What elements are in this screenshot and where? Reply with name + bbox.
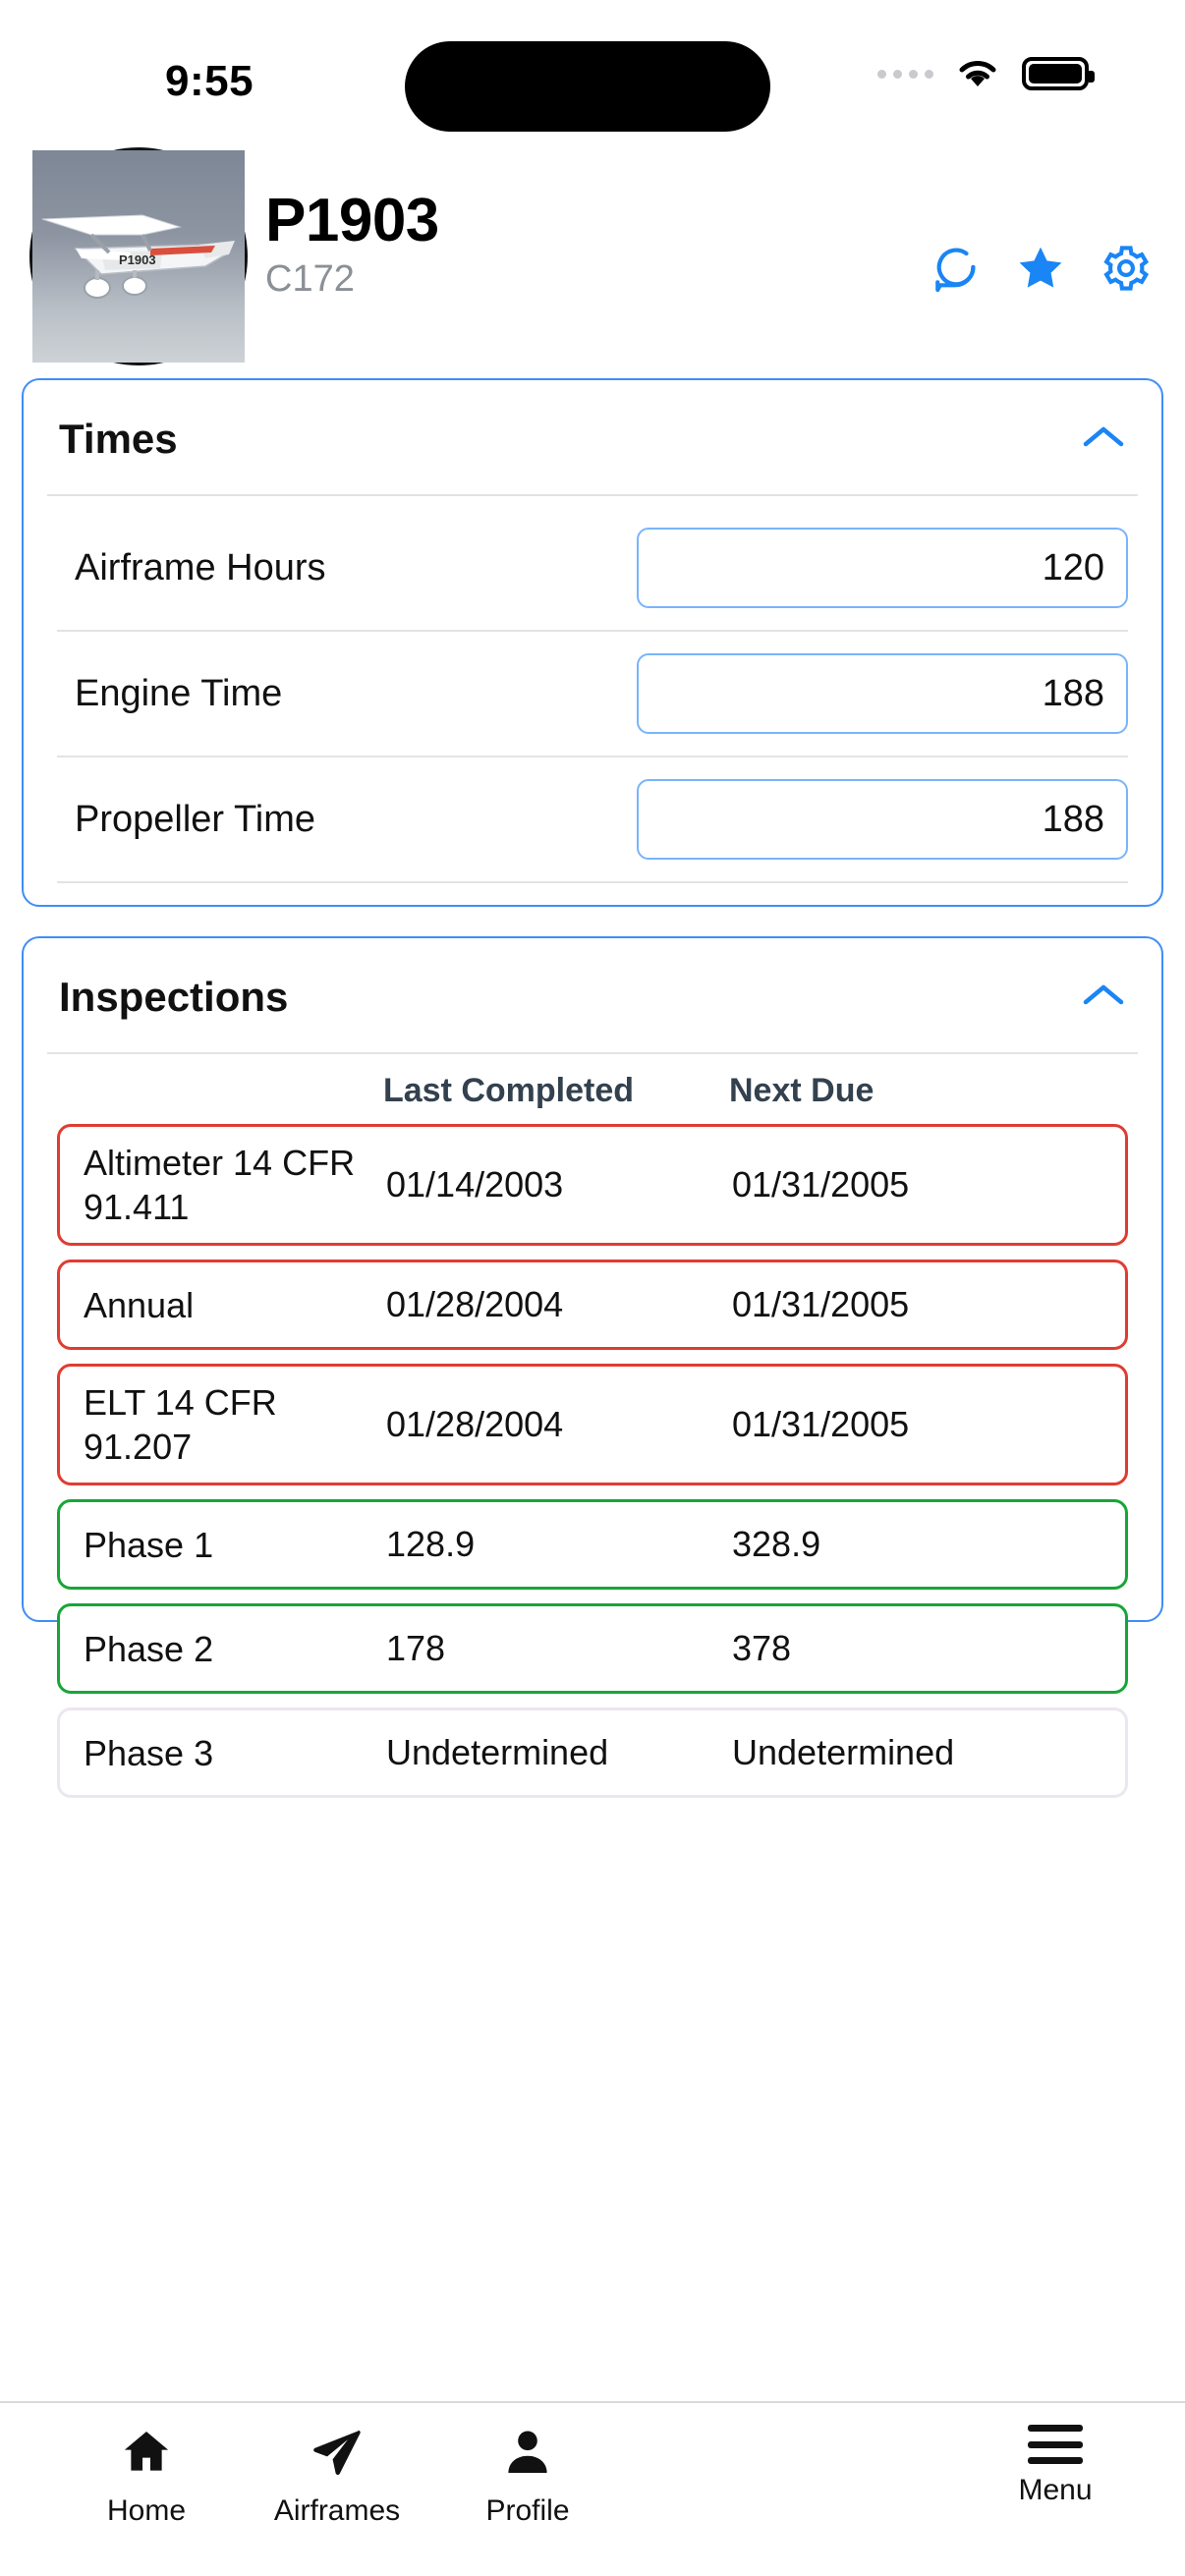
chevron-up-icon[interactable] [1081, 422, 1126, 457]
tab-airframes[interactable] [242, 2425, 432, 2528]
column-header-name [57, 1072, 383, 1110]
inspections-card [22, 936, 1163, 1773]
time-row-label: Propeller Time [75, 798, 315, 840]
status-time: 9:55 [165, 57, 254, 105]
tab-profile-label: Profile [485, 2494, 570, 2527]
wifi-icon [955, 57, 1000, 90]
signal-dots-icon [877, 70, 933, 79]
aircraft-header [0, 147, 1185, 378]
engine-time-input[interactable]: 188 [637, 653, 1128, 734]
tab-home-label: Home [106, 2494, 187, 2527]
tab-menu-label: Menu [1018, 2474, 1093, 2506]
inspection-next-due: 01/31/2005 [732, 1404, 910, 1444]
inspections-card-header[interactable] [24, 938, 1161, 1052]
tab-menu[interactable] [977, 2425, 1134, 2507]
inspection-name: Annual [84, 1284, 195, 1325]
device-notch [405, 41, 770, 132]
inspections-card-title: Inspections [59, 974, 289, 1020]
inspection-next-due: Undetermined [732, 1732, 955, 1772]
inspection-name: Phase 1 [84, 1524, 214, 1565]
aircraft-photo[interactable] [29, 147, 248, 365]
times-rows [24, 496, 1161, 905]
home-icon [116, 2425, 177, 2485]
battery-icon [1022, 57, 1089, 90]
column-header-last-completed: Last Completed [383, 1072, 635, 1109]
inspections-table [24, 1054, 1161, 1773]
page-title: P1903 [265, 187, 439, 254]
bottom-tabbar [0, 2401, 1185, 2576]
inspection-next-due: 01/31/2005 [732, 1284, 910, 1324]
tab-home[interactable] [51, 2425, 242, 2528]
table-row[interactable] [57, 1124, 1128, 1246]
table-row[interactable] [57, 1708, 1128, 1798]
tab-airframes-label: Airframes [273, 2494, 401, 2527]
inspection-last-completed: 01/28/2004 [386, 1404, 564, 1444]
paper-plane-icon [307, 2425, 367, 2485]
hamburger-icon [1028, 2425, 1083, 2464]
time-row-label: Airframe Hours [75, 546, 326, 588]
inspection-last-completed: 178 [386, 1628, 446, 1668]
inspection-next-due: 328.9 [732, 1524, 821, 1564]
status-indicators [877, 57, 1089, 90]
inspection-last-completed: 128.9 [386, 1524, 476, 1564]
inspection-next-due: 01/31/2005 [732, 1164, 910, 1204]
times-card-header[interactable] [24, 380, 1161, 494]
inspection-name: ELT 14 CFR 91.207 [84, 1382, 277, 1467]
times-card [22, 378, 1163, 907]
time-row [57, 632, 1128, 757]
gear-icon[interactable] [1100, 243, 1152, 294]
aircraft-title-block [265, 189, 439, 301]
times-card-title: Times [59, 416, 178, 462]
status-bar [0, 0, 1185, 147]
comment-icon[interactable] [930, 243, 981, 294]
time-row [57, 506, 1128, 632]
table-row[interactable] [57, 1260, 1128, 1350]
table-row[interactable] [57, 1364, 1128, 1485]
time-row [57, 757, 1128, 883]
table-row[interactable] [57, 1603, 1128, 1694]
tab-profile[interactable] [432, 2425, 623, 2528]
inspection-last-completed: 01/28/2004 [386, 1284, 564, 1324]
inspection-last-completed: Undetermined [386, 1732, 609, 1772]
aircraft-illustration [32, 150, 251, 368]
person-icon [497, 2425, 558, 2485]
header-actions [930, 242, 1152, 295]
column-header-next-due: Next Due [729, 1072, 875, 1109]
inspection-name: Altimeter 14 CFR 91.411 [84, 1143, 356, 1227]
inspection-last-completed: 01/14/2003 [386, 1164, 564, 1204]
svg-text:P1903: P1903 [119, 252, 156, 267]
chevron-up-icon[interactable] [1081, 980, 1126, 1015]
star-icon[interactable] [1014, 242, 1067, 295]
aircraft-model: C172 [265, 258, 355, 301]
table-header-row [57, 1054, 1128, 1124]
inspection-name: Phase 3 [84, 1732, 214, 1773]
airframe-hours-input[interactable]: 120 [637, 528, 1128, 608]
inspection-next-due: 378 [732, 1628, 792, 1668]
inspections-rows-viewport[interactable] [57, 1124, 1128, 1773]
table-row[interactable] [57, 1499, 1128, 1590]
inspection-name: Phase 2 [84, 1628, 214, 1669]
propeller-time-input[interactable]: 188 [637, 779, 1128, 860]
time-row-label: Engine Time [75, 672, 283, 714]
